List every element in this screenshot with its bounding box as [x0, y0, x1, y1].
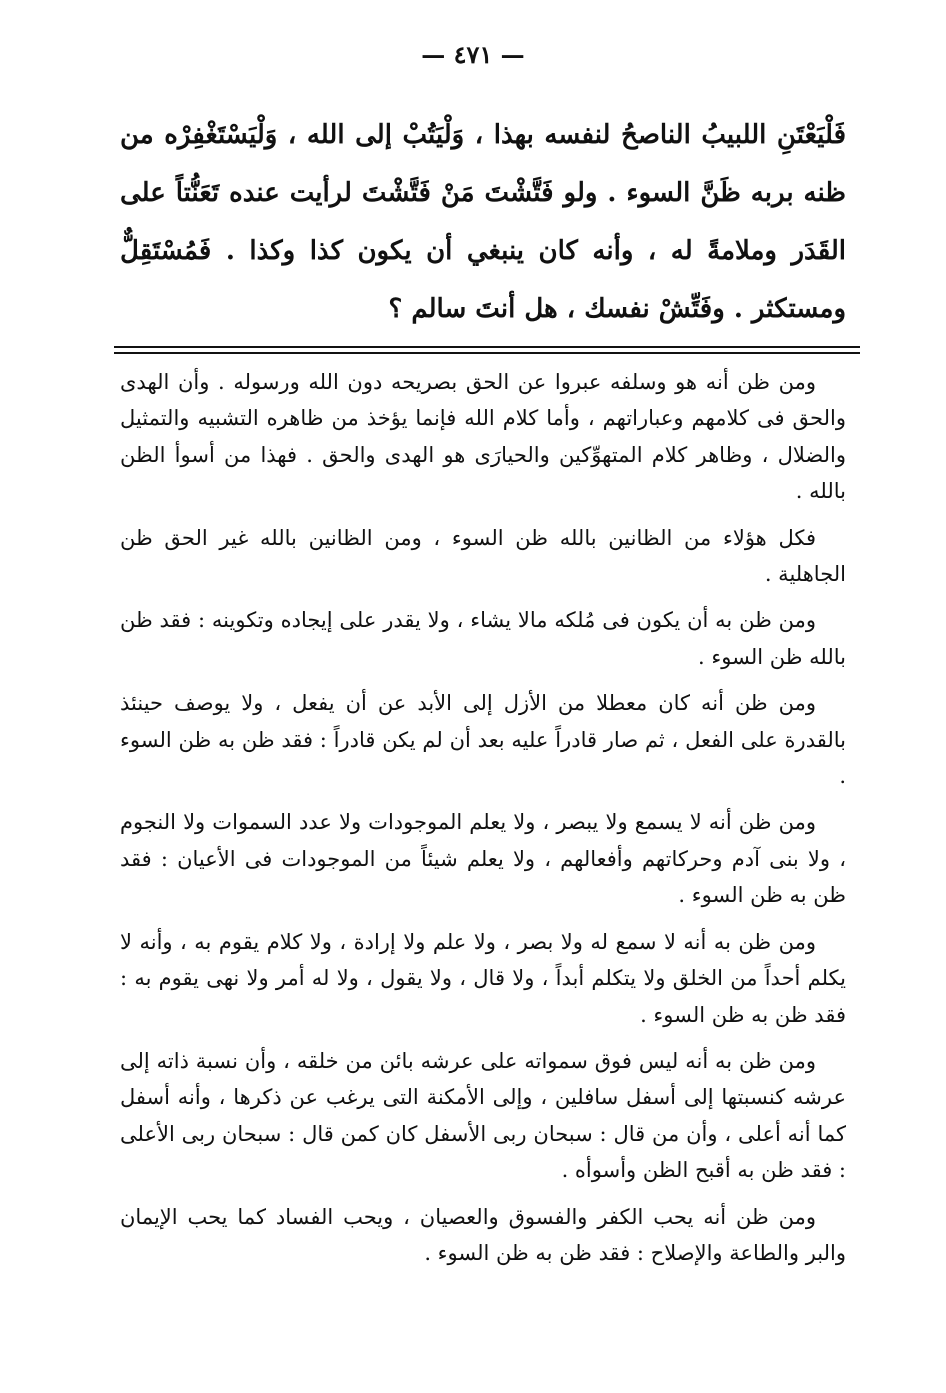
footnotes-block	[120, 364, 846, 1281]
divider-line-upper	[114, 346, 860, 348]
footnote-paragraph: ومن ظن به أنه لا سمع له ولا بصر ، ولا علم ولا إرادة ، ولا كلام يقوم به ، وأنه لا يكلم أحداً من الخلق ولا يتكلم أبداً ، ولا قال ، ولا يقول ، ولا له أمر ولا نهى يقوم به : فقد ظن به ظن السوء .	[120, 929, 846, 1027]
footnote-paragraph: ومن ظن أنه يحب الكفر والفسوق والعصيان ، ويحب الفساد كما يحب الإيمان والبر والطاعة والإصلاح : فقد ظن به ظن السوء .	[120, 1204, 846, 1265]
footnote-paragraph: ومن ظن أنه لا يسمع ولا يبصر ، ولا يعلم الموجودات ولا عدد السموات ولا النجوم ، ولا بنى آدم وحركاتهم وأفعالهم ، ولا يعلم شيئاً من الموجودات فى الأعيان : فقد ظن به ظن السوء .	[120, 810, 846, 908]
page-number: — ٤٧١ —	[421, 40, 525, 69]
footnote-paragraph: فكل هؤلاء من الظانين بالله ظن السوء ، ومن الظانين بالله غير الحق ظن الجاهلية .	[120, 525, 846, 587]
footnote-paragraph: ومن ظن به أنه ليس فوق سمواته على عرشه بائن من خلقه ، وأن نسبة ذاته إلى عرشه كنسبتها إلى أسفل سافلين ، وإلى الأمكنة التى يرغب عن ذكرها ، وأنه أسفل كما أنه أعلى ، وأن من قال : سبحان ربى الأسفل كان كمن قال : سبحان ربى الأعلى : فقد ظن به أقبح الظن وأسوأه .	[120, 1048, 846, 1183]
footnote-paragraph: ومن ظن أنه هو وسلفه عبروا عن الحق بصريحه دون الله ورسوله . وأن الهدى والحق فى كلامهم وعباراتهم ، وأما كلام الله فإنما يؤخذ من ظاهره التشبيه والتمثيل والضلال ، وظاهر كلام المتهوِّكين والحيارَى هو الهدى والحق . فهذا من أسوأ الظن بالله .	[120, 370, 846, 504]
divider-line-lower	[114, 352, 860, 354]
main-text-block	[120, 106, 846, 338]
footnote-paragraph: ومن ظن أنه كان معطلا من الأزل إلى الأبد عن أن يفعل ، ولا يوصف حينئذ بالقدرة على الفعل ، ثم صار قادراً عليه بعد أن لم يكن قادراً : فقد ظن به ظن السوء .	[120, 691, 846, 789]
footnote-paragraph: ومن ظن به أن يكون فى مُلكه مالا يشاء ، ولا يقدر على إيجاده وتكوينه : فقد ظن بالله ظن السوء .	[120, 608, 846, 669]
main-paragraph: فَلْيَعْتَنِ اللبيبُ الناصحُ لنفسه بهذا ، وَلْيَتُبْ إلى الله ، وَلْيَسْتَغْفِرْه من ظنه بربه ظَنَّ السوء . ولو فَتَّشْتَ مَنْ فَتَّشْتَ لرأيت عنده تَعَنُّتاً على القَدَر وملامةً له ، وأنه كان ينبغي أن يكون كذا وكذا . فَمُسْتَقِلٌّ ومستكثر . وفَتِّشْ نفسك ، هل أنتَ سالم ؟	[120, 120, 846, 324]
